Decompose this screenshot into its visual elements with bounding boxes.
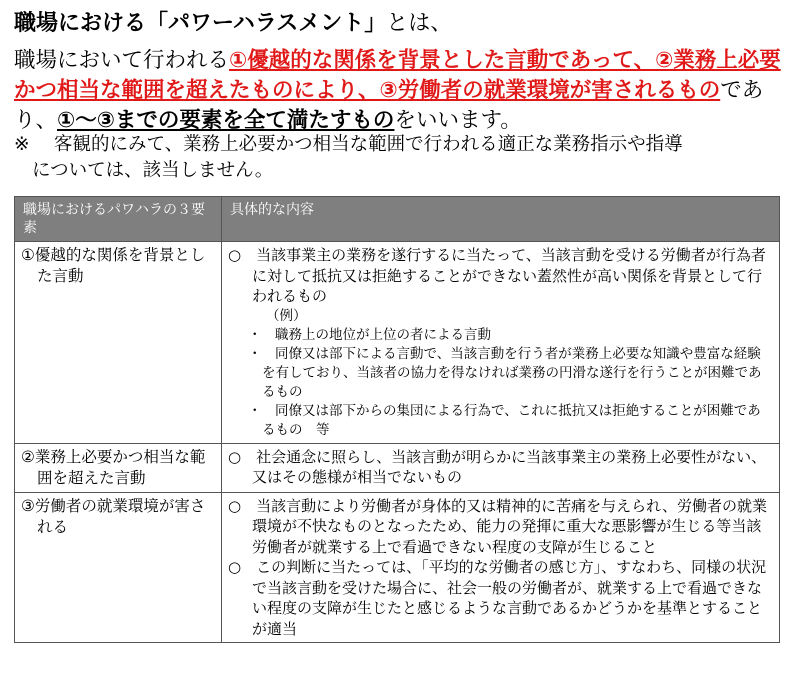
note: [14, 132, 792, 184]
note-text: 客観的にみて、業務上必要かつ相当な範囲で行われる適正な業務指示や指導: [54, 134, 683, 155]
element-label: ②業務上必要かつ相当な範囲を超えた言動: [21, 447, 206, 487]
detail-item: [228, 496, 773, 558]
bullet: ・: [248, 326, 262, 343]
example-text: 職務上の地位が上位の者による言動: [275, 326, 491, 343]
example-item: [234, 326, 773, 345]
definition-elements: ①優越的な関係を背景とした言動であって、②業務上必要かつ相当な範囲を超えたものにより、③労働者の就業環境が害されるもの: [14, 48, 781, 103]
detail-text: この判断に当たっては、「平均的な労働者の感じ方」、すなわち、同様の状況で当該言動を受けた場合に、社会一般の労働者が、就業する上で看過できない程度の支障が生じたと感じるような言動であるかどうかを基準とすることが適当: [252, 558, 767, 638]
circle-mark: ○: [228, 558, 242, 576]
definition-mid: であり、: [14, 78, 764, 133]
detail-cell: [222, 492, 780, 643]
example-text: 同僚又は部下からの集団による行為で、これに抵抗又は拒絶することが困難であるもの 等: [262, 402, 761, 438]
page-title: [14, 6, 452, 37]
element-label: ①優越的な関係を背景とした言動: [21, 246, 206, 285]
title-rest: とは、: [386, 11, 453, 36]
definition-tail: をいいます。: [394, 108, 522, 133]
element-cell: [15, 443, 222, 492]
detail-cell: [222, 242, 780, 444]
detail-item: [228, 557, 773, 639]
bullet: ・: [248, 345, 262, 362]
table-header-row: [15, 197, 780, 242]
table-row: [15, 242, 780, 444]
example-item: [234, 345, 773, 402]
definition-lead: 職場において行われる: [14, 48, 230, 73]
table-row: [15, 492, 780, 643]
definition-text: [14, 46, 792, 136]
elements-table: [14, 196, 780, 643]
circle-mark: ○: [228, 447, 242, 466]
element-cell: [15, 242, 222, 444]
detail-text: 当該事業主の業務を遂行するに当たって、当該言動を受ける労働者が行為者に対して抵抗又は拒絶することができない蓋然性が高い関係を背景として行われるもの: [252, 246, 766, 305]
detail-text: 当該言動により労働者が身体的又は精神的に苦痛を与えられ、労働者の就業環境が不快なものとなったため、能力の発揮に重大な悪影響が生じる等当該労働者が就業する上で看過できない程度の支障が生じること: [252, 496, 768, 556]
header-elements: 職場におけるパワハラの３要素: [15, 197, 222, 242]
detail-main: [228, 245, 773, 307]
table-row: [15, 443, 780, 492]
detail-text: 社会通念に照らし、当該言動が明らかに当該事業主の業務上必要性がない、又はその態様が相当でないもの: [252, 447, 767, 486]
element-cell: [15, 492, 222, 643]
circle-mark: ○: [228, 496, 242, 515]
example-text: 同僚又は部下による言動で、当該言動を行う者が業務上必要な知識や豊富な経験を有しており、当該者の協力を得なければ業務の円滑な遂行を行うことが困難であるもの: [262, 345, 762, 400]
bullet: ・: [248, 402, 262, 419]
title-bold: 職場における「パワーハラスメント」: [14, 11, 387, 36]
element-label: ③労働者の就業環境が害される: [21, 496, 206, 536]
definition-all-elements: ①～③までの要素を全て満たすもの: [57, 108, 395, 133]
example-item: [234, 402, 773, 440]
header-details: 具体的な内容: [222, 197, 780, 242]
detail-main: [228, 447, 773, 488]
circle-mark: ○: [228, 246, 242, 264]
detail-cell: [222, 443, 780, 492]
note-mark: ※: [14, 134, 30, 155]
example-label: （例）: [266, 307, 307, 324]
note-text-2: については、該当しません。: [32, 160, 274, 181]
